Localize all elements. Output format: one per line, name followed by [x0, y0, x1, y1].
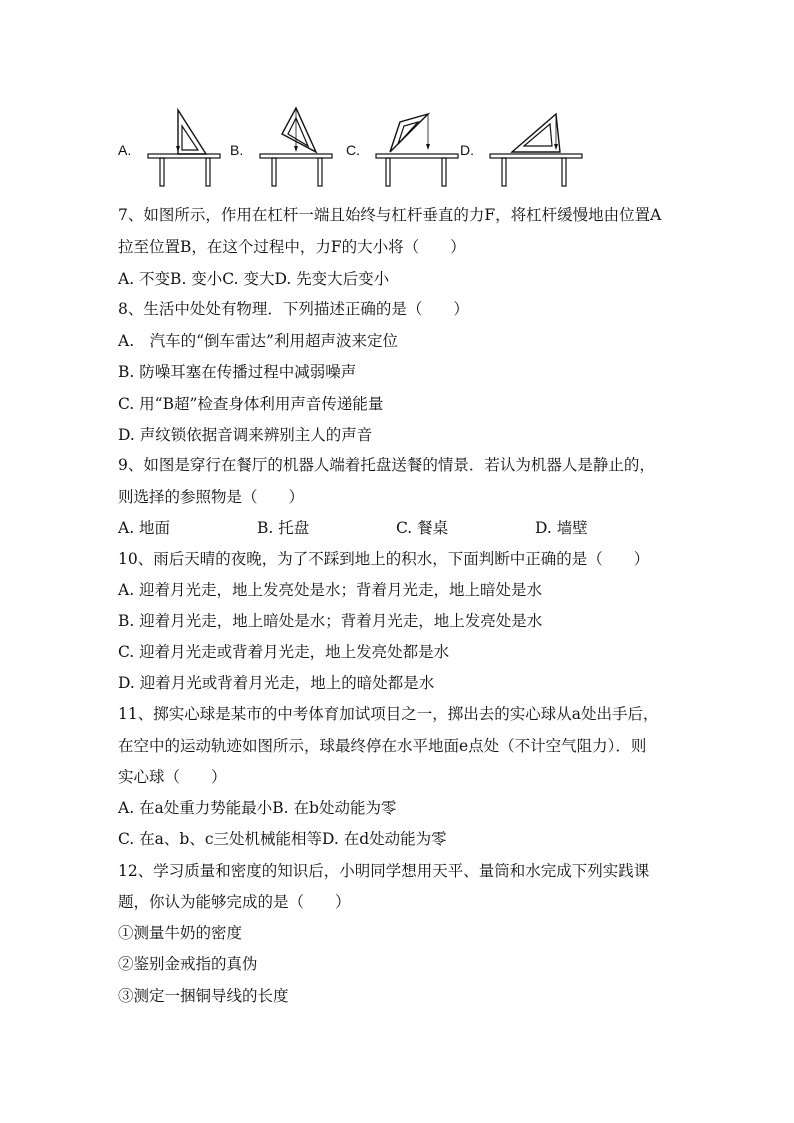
q12-item-3: ③测定一捆铜导线的长度	[118, 987, 289, 1005]
q12-item-2: ②鉴别金戒指的真伪	[118, 955, 258, 973]
figure-label-d: D.	[460, 142, 474, 158]
q9-option-a: A. 地面	[118, 519, 171, 537]
q8-option-b: B. 防噪耳塞在传播过程中减弱噪声	[118, 363, 357, 381]
q11-stem-line1: 11、掷实心球是某市的中考体育加试项目之一，掷出去的实心球从a处出手后，	[118, 705, 659, 723]
figure-label-a: A.	[118, 142, 132, 158]
figure-a-set-square-on-table	[146, 96, 222, 192]
figure-label-b: B.	[230, 142, 244, 158]
q9-stem-line2: 则选择的参照物是（ ）	[118, 488, 305, 506]
q8-option-d: D. 声纹锁依据音调来辨别主人的声音	[118, 426, 373, 444]
q11-stem-line2: 在空中的运动轨迹如图所示，球最终停在水平地面e点处（不计空气阻力）．则	[118, 737, 647, 755]
q11-options-ab: A. 在a处重力势能最小B. 在b处动能为零	[118, 799, 397, 817]
figure-b-set-square-on-table	[258, 96, 334, 192]
q9-stem-line1: 9、如图是穿行在餐厅的机器人端着托盘送餐的情景．若认为机器人是静止的，	[118, 456, 655, 474]
figure-d-set-square-on-table	[486, 96, 586, 192]
q12-stem-line2: 题，你认为能够完成的是（ ）	[118, 893, 351, 911]
q12-stem-line1: 12、学习质量和密度的知识后，小明同学想用天平、量筒和水完成下列实践课	[118, 862, 650, 880]
figure-label-c: C.	[346, 142, 360, 158]
figure-c-set-square-on-table	[372, 96, 462, 192]
q10-option-b: B. 迎着月光走，地上暗处是水；背着月光走，地上发亮处是水	[118, 612, 543, 630]
q8-stem: 8、生活中处处有物理．下列描述正确的是（ ）	[118, 300, 469, 318]
q12-item-1: ①测量牛奶的密度	[118, 924, 243, 942]
q7-stem-line2: 拉至位置B，在这个过程中，力F的大小将（ ）	[118, 238, 466, 256]
q10-option-a: A. 迎着月光走，地上发亮处是水；背着月光走，地上暗处是水	[118, 581, 543, 599]
q8-option-c: C. 用“B超”检查身体利用声音传递能量	[118, 395, 384, 413]
q8-option-a: A. 汽车的“倒车雷达”利用超声波来定位	[118, 332, 398, 350]
q7-options: A. 不变B. 变小C. 变大D. 先变大后变小	[118, 270, 390, 288]
q7-stem-line1: 7、如图所示，作用在杠杆一端且始终与杠杆垂直的力F，将杠杆缓慢地由位置A	[118, 206, 662, 224]
q10-option-d: D. 迎着月光或背着月光走，地上的暗处都是水	[118, 674, 435, 692]
figure-options-row	[118, 96, 588, 196]
q9-option-b: B. 托盘	[257, 519, 310, 537]
q10-option-c: C. 迎着月光走或背着月光走，地上发亮处都是水	[118, 643, 450, 661]
q9-option-c: C. 餐桌	[396, 519, 449, 537]
q11-options-cd: C. 在a、b、c三处机械能相等D. 在d处动能为零	[118, 830, 447, 848]
q10-stem: 10、雨后天晴的夜晚，为了不踩到地上的积水，下面判断中正确的是（ ）	[118, 550, 650, 568]
q9-option-d: D. 墙壁	[535, 519, 588, 537]
q11-stem-line3: 实心球（ ）	[118, 768, 227, 786]
